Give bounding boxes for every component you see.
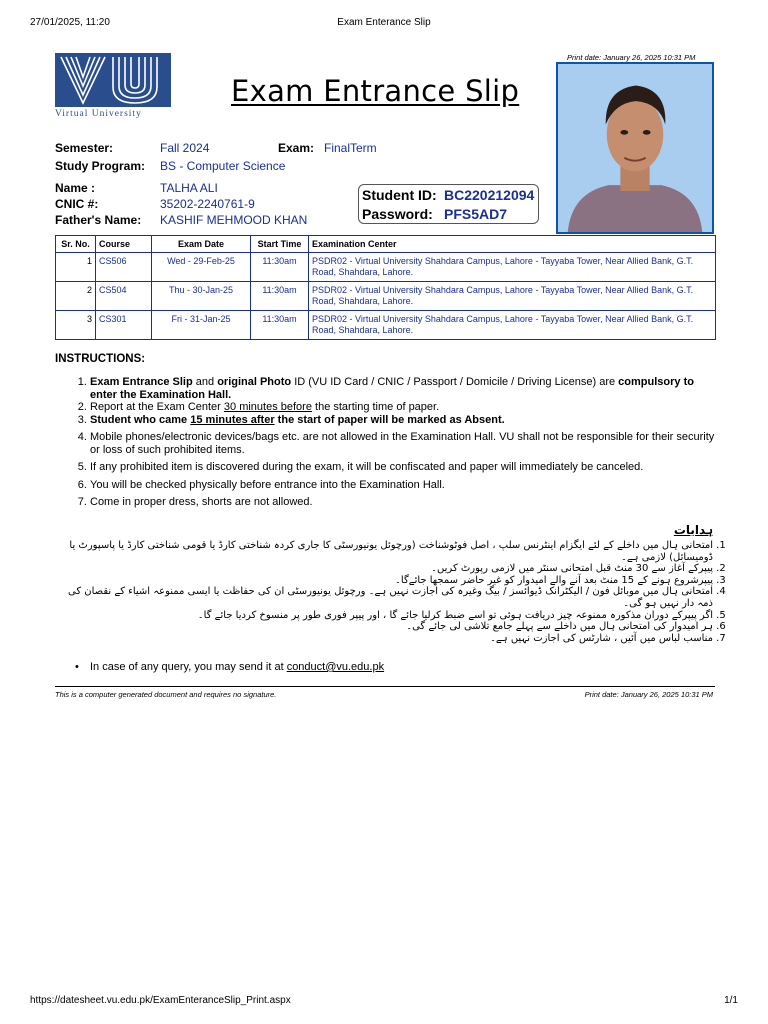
urdu-item: 6. ہر امیدوار کی امتحانی ہال میں داخلے سے پہلے جامع تلاشی لی جائے گی۔ — [55, 621, 713, 633]
password-row — [362, 205, 535, 224]
instr-text: Report at the Exam Center — [90, 401, 224, 413]
father-name-label: Father's Name: — [55, 213, 142, 227]
table-row — [56, 253, 716, 282]
instr-bold: Exam Entrance Slip — [90, 376, 193, 388]
instr-bold: original Photo — [217, 376, 292, 388]
row-course: CS506 — [96, 253, 152, 282]
instr-bold: Student who came — [90, 413, 191, 426]
header-exam-center: Examination Center — [309, 236, 716, 253]
instr-underline: 30 minutes before — [223, 401, 312, 413]
cnic-label: CNIC #: — [55, 197, 99, 211]
header-sr-no: Sr. No. — [56, 236, 96, 253]
semester-value: Fall 2024 — [160, 141, 210, 155]
bullet-icon: • — [75, 661, 79, 673]
urdu-item: 4. امتحانی ہال میں موبائل فون / الیکٹرانک ڈیوائسز / بیگ وغیرہ کی اجازت نہیں ہے۔ ورچوئل یونیورسٹی ان کی حفاظت یا ایسی ممنوعہ اشیاء کے نقصان کی ذمہ دار نہیں ہو گی۔ — [55, 586, 713, 609]
row-exam-center: PSDR02 - Virtual University Shahdara Campus, Lahore - Tayyaba Tower, Near Allied Bank, G.T. Road, Shahdara, Lahore. — [309, 253, 716, 282]
row-sr-no: 2 — [56, 282, 96, 311]
footer-divider — [55, 686, 715, 687]
instruction-item-1 — [90, 376, 720, 401]
instr-text: and — [192, 376, 218, 388]
instruction-item-4: 4. Mobile phones/electronic devices/bags etc. are not allowed in the Examination Hall. VU shall not be responsible for their security or loss of such prohibited items. — [90, 431, 720, 456]
table-row — [56, 282, 716, 311]
row-exam-date: Fri - 31-Jan-25 — [152, 311, 251, 340]
urdu-instructions-list — [55, 540, 730, 644]
name-value: TALHA ALI — [160, 181, 218, 195]
urdu-instructions-title: ہدایات — [673, 523, 713, 537]
row-exam-center: PSDR02 - Virtual University Shahdara Campus, Lahore - Tayyaba Tower, Near Allied Bank, G.T. Road, Shahdara, Lahore. — [309, 311, 716, 340]
browser-page-title: Exam Enterance Slip — [337, 17, 431, 28]
row-exam-date: Wed - 29-Feb-25 — [152, 253, 251, 282]
instr-text: the starting time of paper. — [311, 401, 440, 413]
row-start-time: 11:30am — [251, 311, 309, 340]
urdu-item: 2. پیپرکے آغاز سے 30 منٹ قبل امتحانی سنٹر میں لازمی رپورٹ کریں۔ — [55, 563, 713, 575]
instr-underline: 15 minutes after — [190, 413, 275, 426]
row-course: CS301 — [96, 311, 152, 340]
instruction-item-2 — [90, 401, 720, 414]
exam-label: Exam: — [278, 141, 315, 155]
urdu-item: 7. مناسب لباس میں آئیں ، شارٹس کی اجازت نہیں ہے۔ — [55, 633, 713, 645]
exam-schedule-table — [55, 235, 716, 340]
browser-header — [30, 17, 738, 31]
instruction-item-3 — [90, 414, 720, 427]
instruction-item-6: 6. You will be checked physically before entrance into the Examination Hall. — [90, 479, 720, 492]
cnic-value: 35202-2240761-9 — [160, 197, 255, 211]
student-id-value: BC220212094 — [444, 187, 535, 203]
footer-note: This is a computer generated document and requires no signature. — [55, 690, 277, 699]
row-exam-center: PSDR02 - Virtual University Shahdara Campus, Lahore - Tayyaba Tower, Near Allied Bank, G.T. Road, Shahdara, Lahore. — [309, 282, 716, 311]
row-exam-date: Thu - 30-Jan-25 — [152, 282, 251, 311]
password-label: Password: — [362, 206, 433, 222]
page-url: https://datesheet.vu.edu.pk/ExamEnteranceSlip_Print.aspx — [30, 995, 291, 1006]
vu-logo — [55, 53, 171, 119]
instruction-item-7: 7. Come in proper dress, shorts are not allowed. — [90, 496, 720, 509]
header-start-time: Start Time — [251, 236, 309, 253]
browser-footer — [30, 995, 738, 1009]
row-start-time: 11:30am — [251, 282, 309, 311]
footer-print-date: Print date: January 26, 2025 10:31 PM — [584, 690, 713, 699]
row-sr-no: 3 — [56, 311, 96, 340]
query-line — [75, 661, 384, 673]
header-course: Course — [96, 236, 152, 253]
row-start-time: 11:30am — [251, 253, 309, 282]
name-label: Name : — [55, 181, 96, 195]
student-photo — [556, 62, 714, 234]
urdu-item: 1. امتحانی ہال میں داخلے کے لئے ایگزام اینٹرنس سلپ ، اصل فوٹوشناخت (ورچوئل یونیورسٹی کا جاری کردہ شناختی کارڈ یا قومی شناختی کارڈ یا پاسپورٹ یا ڈومیسائل) لازمی ہے۔ — [55, 540, 713, 563]
study-program-value: BS - Computer Science — [160, 159, 286, 173]
father-name-value: KASHIF MEHMOOD KHAN — [160, 213, 308, 227]
student-id-row — [362, 186, 535, 205]
password-value: PFS5AD7 — [444, 206, 508, 222]
study-program-label: Study Program: — [55, 159, 146, 173]
credentials-box — [358, 184, 539, 224]
instr-bold: the start of paper will be marked as Absent. — [274, 413, 505, 426]
query-text: In case of any query, you may send it at — [90, 661, 287, 673]
table-header-row — [56, 236, 716, 253]
header-exam-date: Exam Date — [152, 236, 251, 253]
row-course: CS504 — [96, 282, 152, 311]
table-row — [56, 311, 716, 340]
urdu-item: 5. اگر پیپرکے دوران مذکورہ ممنوعہ چیز دریافت ہوئی تو اسے ضبط کرلیا جائے گا ، اور پیپر فوری طور پر منسوخ کردیا جائے گا۔ — [55, 610, 713, 622]
instructions-title: INSTRUCTIONS: — [55, 353, 146, 365]
instruction-item-5: 5. If any prohibited item is discovered during the exam, it will be confiscated and paper will immediately be canceled. — [90, 461, 720, 474]
semester-label: Semester: — [55, 141, 114, 155]
instructions-list — [90, 376, 720, 514]
student-id-label: Student ID: — [362, 187, 437, 203]
page-number: 1/1 — [724, 995, 738, 1006]
exam-value: FinalTerm — [324, 141, 377, 155]
print-datetime: 27/01/2025, 11:20 — [30, 17, 110, 28]
slip-title: Exam Entrance Slip — [231, 74, 520, 108]
instr-bold: compulsory to enter the Examination Hall. — [90, 376, 694, 401]
urdu-item: 3. پیپرشروع ہونے کے 15 منٹ بعد آنے والے امیدوار کو غیر حاضر سمجھا جائےگا۔ — [55, 575, 713, 587]
print-date-top: Print date: January 26, 2025 10:31 PM — [567, 53, 696, 62]
vu-logo-mark — [55, 53, 171, 107]
vu-logo-text: Virtual University — [55, 109, 142, 119]
row-sr-no: 1 — [56, 253, 96, 282]
instr-text: ID (VU ID Card / CNIC / Passport / Domicile / Driving License) are — [291, 376, 619, 388]
conduct-email-link[interactable]: conduct@vu.edu.pk — [286, 661, 385, 673]
